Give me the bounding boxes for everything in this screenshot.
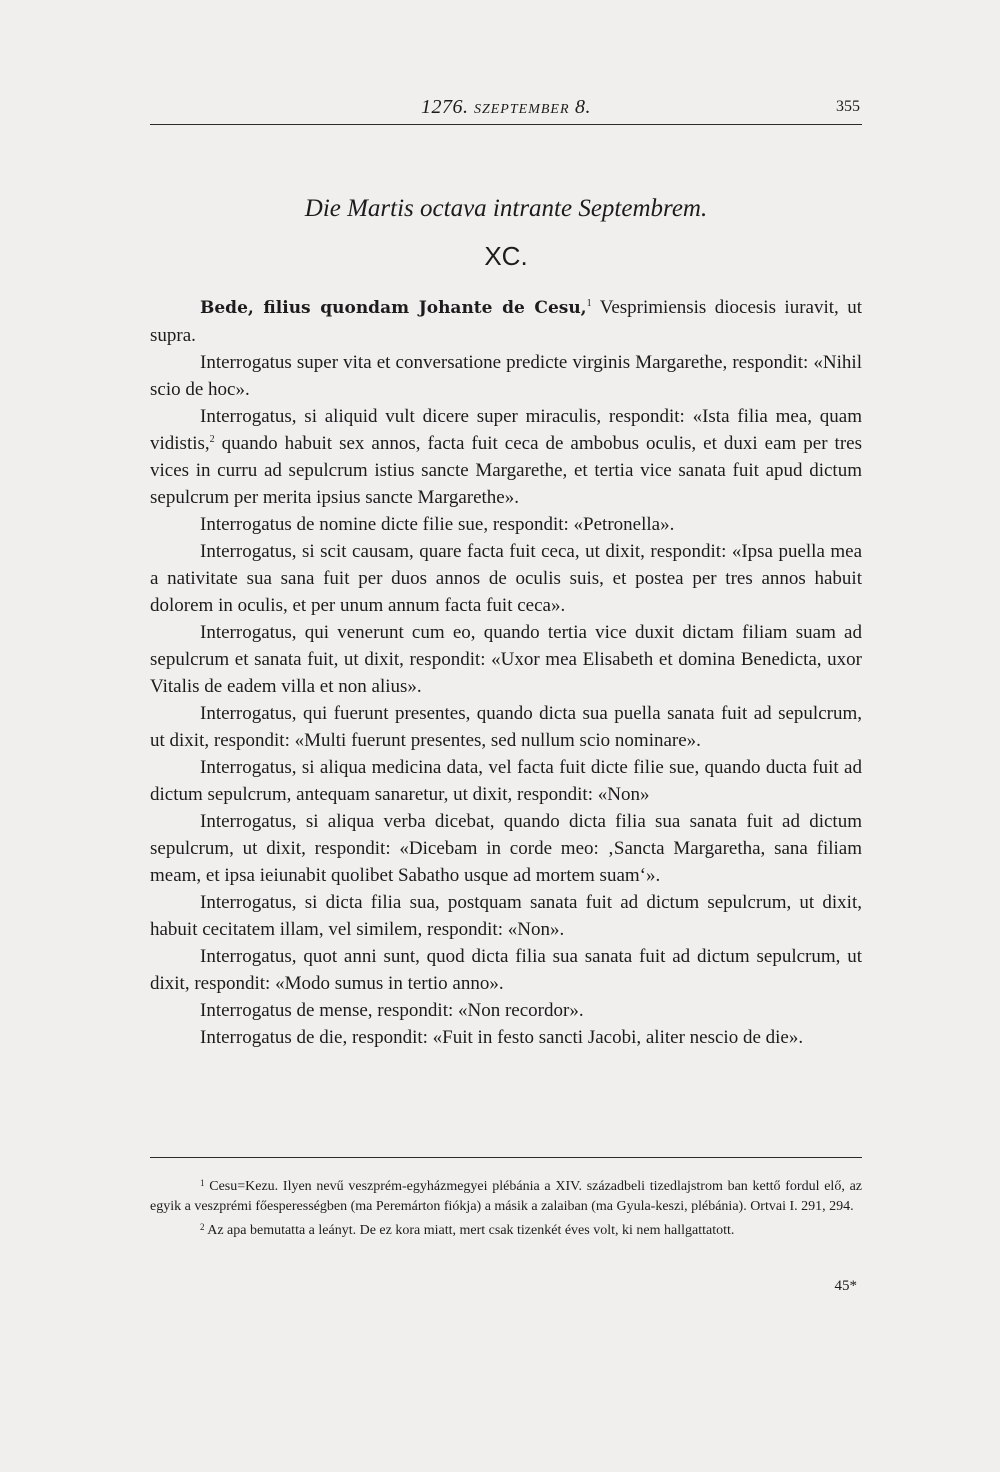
paragraph: Interrogatus de nomine dicte filie sue, respondit: «Petronella». (200, 514, 675, 535)
paragraph: Interrogatus de die, respondit: «Fuit in festo sancti Jacobi, aliter nescio de die». (200, 1027, 804, 1048)
running-head (150, 96, 862, 124)
running-head-month: SZEPTEMBER (473, 102, 570, 117)
paragraph: Interrogatus, quot anni sunt, quod dicta filia sua sanata fuit ad dictum sepulcrum, ut dixit, respondit: «Modo sumus in tertio anno». (150, 946, 862, 994)
running-head-day: 8. (575, 96, 592, 118)
running-head-date (150, 96, 862, 119)
footnote-mark: 1 (200, 1178, 205, 1188)
section-number: XC. (484, 241, 528, 271)
page-number: 355 (836, 98, 860, 115)
paragraph-text: Vesprimiensis diocesis iuravit, ut supra. (150, 297, 862, 346)
paragraph: Interrogatus, qui fuerunt presentes, quando dicta sua puella sanata fuit ad sepulcrum, ut dixit, respondit: «Multi fuerunt presentes, sed nullum scio nominare». (150, 703, 862, 751)
paragraph: Interrogatus, si dicta filia sua, postquam sanata fuit ad dictum sepulcrum, ut dixit, habuit cecitatem illam, vel similem, respondit: «Non». (150, 892, 862, 940)
body-text (150, 294, 862, 1051)
footnotes (150, 1173, 862, 1241)
paragraph: Interrogatus, si aliqua verba dicebat, quando dicta filia sua sanata fuit ad dictum sepulcrum, ut dixit, respondit: «Dicebam in corde meo: ‚Sancta Margaretha, sana filiam meam, et ipsa ieiunabit quolibet Sabatho usque ad mortem suam‘». (150, 811, 862, 886)
paragraph: Interrogatus super vita et conversatione predicte virginis Margarethe, respondit: «Nihil scio de hoc». (150, 352, 862, 400)
paragraph-text: Interrogatus, si aliquid vult dicere super miraculis, respondit: «Ista filia mea, quam vidistis, (150, 406, 862, 454)
section-heading: Die Martis octava intrante Septembrem. (304, 195, 708, 222)
paragraph: Interrogatus de mense, respondit: «Non recordor». (200, 1000, 584, 1021)
footnote-mark: 2 (200, 1222, 205, 1232)
signature-mark: 45* (834, 1278, 857, 1294)
footnote-rule (150, 1157, 862, 1158)
paragraph (150, 294, 862, 349)
paragraph-text: quando habuit sex annos, facta fuit ceca de ambobus oculis, et duxi eam per tres vices in curru ad sepulcrum istius sancte Margarethe, et tertia vice sanata fuit apud dictum sepulcrum per merita ipsius sancte Margarethe». (150, 433, 862, 508)
header-rule (150, 124, 862, 125)
footnote-text: Cesu=Kezu. Ilyen nevű veszprém-egyházmegyei plébánia a XIV. századbeli tizedlajstrom ban kettő fordul elő, az egyik a veszprémi főesperességben (ma Peremárton fiókja) a másik a zalaiban (ma Gyula-keszi, plébánia). Ortvai I. 291, 294. (150, 1179, 862, 1214)
paragraph (150, 403, 862, 511)
running-head-year: 1276. (420, 96, 469, 118)
paragraph: Interrogatus, si scit causam, quare facta fuit ceca, ut dixit, respondit: «Ipsa puella mea a nativitate sua sana fuit per duos annos de oculis suis, et postea per tres annos habuit dolorem in oculis, et per unum annum facta fuit ceca». (150, 541, 862, 616)
footnote-text: Az apa bemutatta a leányt. De ez kora miatt, mert csak tizenkét éves volt, ki nem hallgattatott. (204, 1223, 735, 1238)
witness-name: Bede, filius quondam Johante de Cesu, (200, 298, 587, 318)
paragraph: Interrogatus, si aliqua medicina data, vel facta fuit dicte filie sue, quando ducta fuit ad dictum sepulcrum, antequam sanaretur, ut dixit, respondit: «Non» (150, 757, 862, 805)
footnote-1 (150, 1173, 862, 1217)
footnote-ref: 1 (586, 298, 592, 309)
footnote-ref: 2 (209, 434, 215, 445)
footnote-2 (150, 1217, 862, 1241)
paragraph: Interrogatus, qui venerunt cum eo, quando tertia vice duxit dictam filiam suam ad sepulcrum et sanata fuit, ut dixit, respondit: «Uxor mea Elisabeth et domina Benedicta, uxor Vitalis de eadem villa et non alius». (150, 622, 862, 697)
